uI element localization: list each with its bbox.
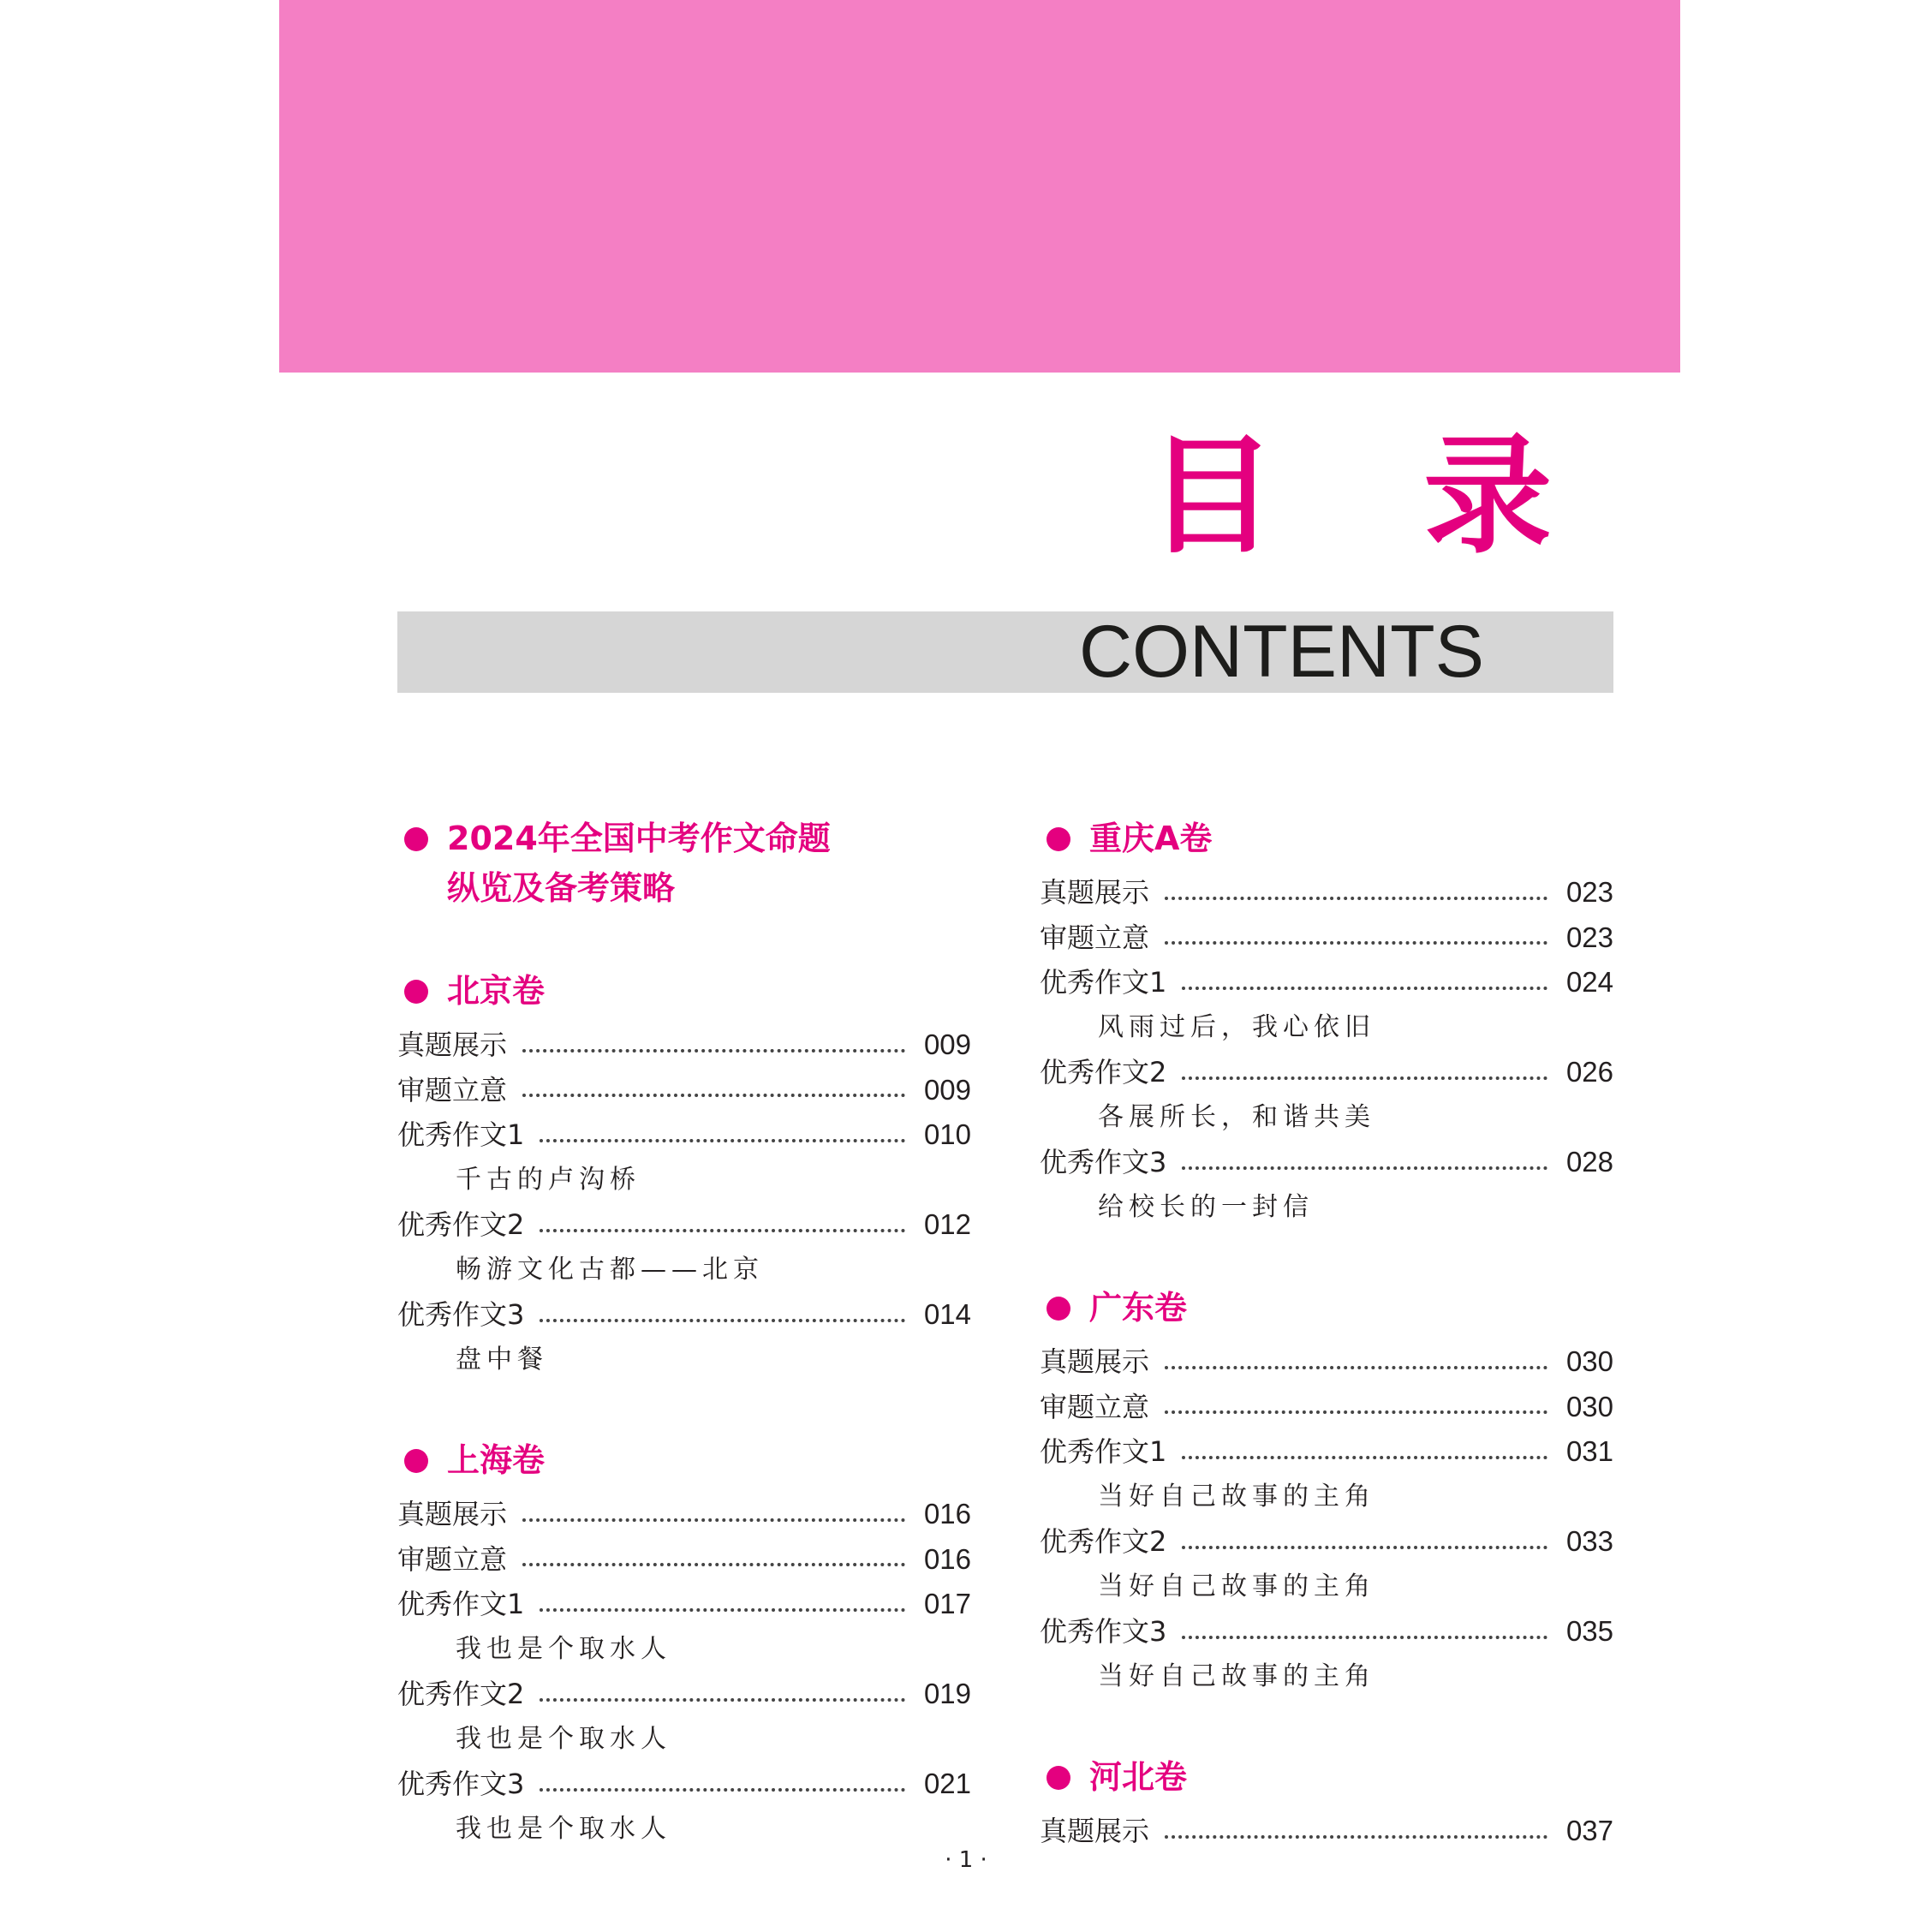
entry-page: 023	[1565, 876, 1613, 908]
toc-entry[interactable]	[397, 1023, 971, 1068]
essay-title: 千古的卢沟桥	[456, 1164, 641, 1195]
leader-dots	[540, 1319, 905, 1322]
toc-entry[interactable]	[1040, 1050, 1613, 1095]
entry-label: 真题展示	[1040, 1345, 1150, 1378]
toc-entry[interactable]	[1040, 960, 1613, 1005]
toc-entry[interactable]	[397, 1537, 971, 1583]
toc-entry[interactable]	[1040, 870, 1613, 915]
toc-entry[interactable]	[397, 1202, 971, 1248]
entry-page: 019	[923, 1678, 971, 1709]
entry-label: 优秀作文2	[397, 1208, 525, 1241]
bullet-icon	[404, 980, 428, 1004]
toc-entry[interactable]	[1040, 1339, 1613, 1385]
toc-entry[interactable]	[397, 1672, 971, 1717]
entry-page: 033	[1565, 1525, 1613, 1557]
toc-entry[interactable]	[1040, 1385, 1613, 1430]
toc-right-column	[1040, 814, 1613, 1907]
entry-label: 优秀作文2	[1040, 1525, 1167, 1558]
leader-dots	[1165, 897, 1547, 900]
entry-label: 审题立意	[1040, 1390, 1150, 1423]
leader-dots	[522, 1094, 905, 1097]
entry-label: 优秀作文2	[1040, 1056, 1167, 1088]
essay-title: 风雨过后，我心依旧	[1098, 1011, 1375, 1042]
header-banner	[279, 0, 1680, 373]
toc-entry[interactable]	[1040, 1140, 1613, 1185]
entry-label: 真题展示	[1040, 1815, 1150, 1847]
toc-section-chongqing	[1040, 814, 1613, 1230]
entry-page: 014	[923, 1298, 971, 1330]
entry-page: 009	[923, 1073, 971, 1106]
toc-entry[interactable]	[397, 1582, 971, 1627]
essay-title: 当好自己故事的主角	[1098, 1481, 1375, 1512]
entry-label: 优秀作文3	[1040, 1615, 1167, 1648]
toc-section	[397, 814, 971, 913]
entry-label: 真题展示	[397, 1498, 508, 1530]
toc-entry[interactable]	[397, 1112, 971, 1158]
entry-page: 009	[923, 1029, 971, 1060]
entry-page: 017	[923, 1588, 971, 1619]
section-title[interactable]: 河北卷	[1040, 1752, 1613, 1802]
essay-title: 我也是个取水人	[456, 1633, 671, 1664]
entry-label: 真题展示	[1040, 876, 1150, 909]
page-number: · 1 ·	[945, 1847, 987, 1873]
leader-dots	[1182, 987, 1547, 990]
essay-title: 给校长的一封信	[1098, 1191, 1314, 1222]
leader-dots	[540, 1698, 905, 1702]
leader-dots	[540, 1139, 905, 1142]
essay-title: 当好自己故事的主角	[1098, 1661, 1375, 1691]
entry-page: 035	[1565, 1615, 1613, 1647]
essay-title: 当好自己故事的主角	[1098, 1571, 1375, 1601]
leader-dots	[1182, 1546, 1547, 1549]
essay-title: 盘中餐	[456, 1344, 548, 1374]
entry-page: 010	[923, 1118, 971, 1150]
leader-dots	[540, 1788, 905, 1792]
section-title[interactable]: 广东卷	[1040, 1283, 1613, 1333]
toc-section-hebei	[1040, 1752, 1613, 1854]
entry-page: 037	[1565, 1815, 1613, 1846]
entry-label: 优秀作文3	[397, 1768, 525, 1800]
leader-dots	[522, 1049, 905, 1052]
entry-page: 030	[1565, 1345, 1613, 1377]
entry-label: 优秀作文1	[1040, 966, 1167, 999]
leader-dots	[540, 1608, 905, 1612]
toc-section-shanghai	[397, 1435, 971, 1852]
section-title[interactable]: 重庆A卷	[1040, 814, 1613, 863]
bullet-icon	[1046, 827, 1070, 851]
toc-entry[interactable]	[397, 1762, 971, 1807]
entry-label: 审题立意	[1040, 921, 1150, 954]
entry-page: 021	[923, 1768, 971, 1799]
toc-entry[interactable]	[397, 1492, 971, 1537]
leader-dots	[1165, 941, 1547, 945]
leader-dots	[1182, 1076, 1547, 1080]
section-title[interactable]: 上海卷	[397, 1435, 971, 1485]
section-title[interactable]: 北京卷	[397, 966, 971, 1016]
entry-page: 023	[1565, 921, 1613, 953]
essay-title: 我也是个取水人	[456, 1813, 671, 1844]
entry-page: 030	[1565, 1390, 1613, 1422]
entry-label: 优秀作文3	[1040, 1146, 1167, 1178]
entry-page: 012	[923, 1208, 971, 1240]
section-title[interactable]: 2024年全国中考作文命题 纵览及备考策略	[397, 814, 971, 913]
entry-label: 优秀作文2	[397, 1678, 525, 1710]
entry-page: 016	[923, 1498, 971, 1530]
toc-entry[interactable]	[1040, 915, 1613, 961]
entry-label: 优秀作文1	[397, 1118, 525, 1151]
leader-dots	[1182, 1456, 1547, 1459]
leader-dots	[1165, 1835, 1547, 1839]
entry-page: 016	[923, 1542, 971, 1575]
leader-dots	[522, 1518, 905, 1522]
toc-entry[interactable]	[1040, 1609, 1613, 1655]
toc-entry[interactable]	[397, 1292, 971, 1338]
essay-title: 畅游文化古都——北京	[456, 1254, 764, 1285]
contents-heading: CONTENTS	[1079, 611, 1484, 693]
bullet-icon	[404, 1449, 428, 1473]
leader-dots	[1165, 1410, 1547, 1414]
entry-page: 031	[1565, 1435, 1613, 1467]
leader-dots	[522, 1563, 905, 1566]
leader-dots	[540, 1229, 905, 1232]
toc-section-guangdong	[1040, 1283, 1613, 1699]
page-title: 目 录	[1148, 422, 1604, 571]
entry-page: 026	[1565, 1056, 1613, 1088]
entry-label: 真题展示	[397, 1029, 508, 1061]
entry-label: 优秀作文1	[1040, 1435, 1167, 1468]
essay-title: 我也是个取水人	[456, 1723, 671, 1754]
toc-section-beijing	[397, 966, 971, 1382]
bullet-icon	[1046, 1297, 1070, 1321]
entry-label: 审题立意	[397, 1542, 508, 1576]
bullet-icon	[1046, 1766, 1070, 1790]
entry-label: 优秀作文3	[397, 1298, 525, 1331]
leader-dots	[1182, 1166, 1547, 1170]
bullet-icon	[404, 827, 428, 851]
leader-dots	[1165, 1366, 1547, 1369]
entry-page: 024	[1565, 966, 1613, 998]
entry-label: 优秀作文1	[397, 1588, 525, 1620]
toc-entry[interactable]	[397, 1068, 971, 1113]
leader-dots	[1182, 1636, 1547, 1639]
entry-label: 审题立意	[397, 1073, 508, 1106]
entry-page: 028	[1565, 1146, 1613, 1178]
essay-title: 各展所长，和谐共美	[1098, 1101, 1375, 1132]
toc-entry[interactable]	[1040, 1429, 1613, 1475]
toc-entry[interactable]	[1040, 1519, 1613, 1565]
toc-left-column	[397, 814, 971, 1905]
